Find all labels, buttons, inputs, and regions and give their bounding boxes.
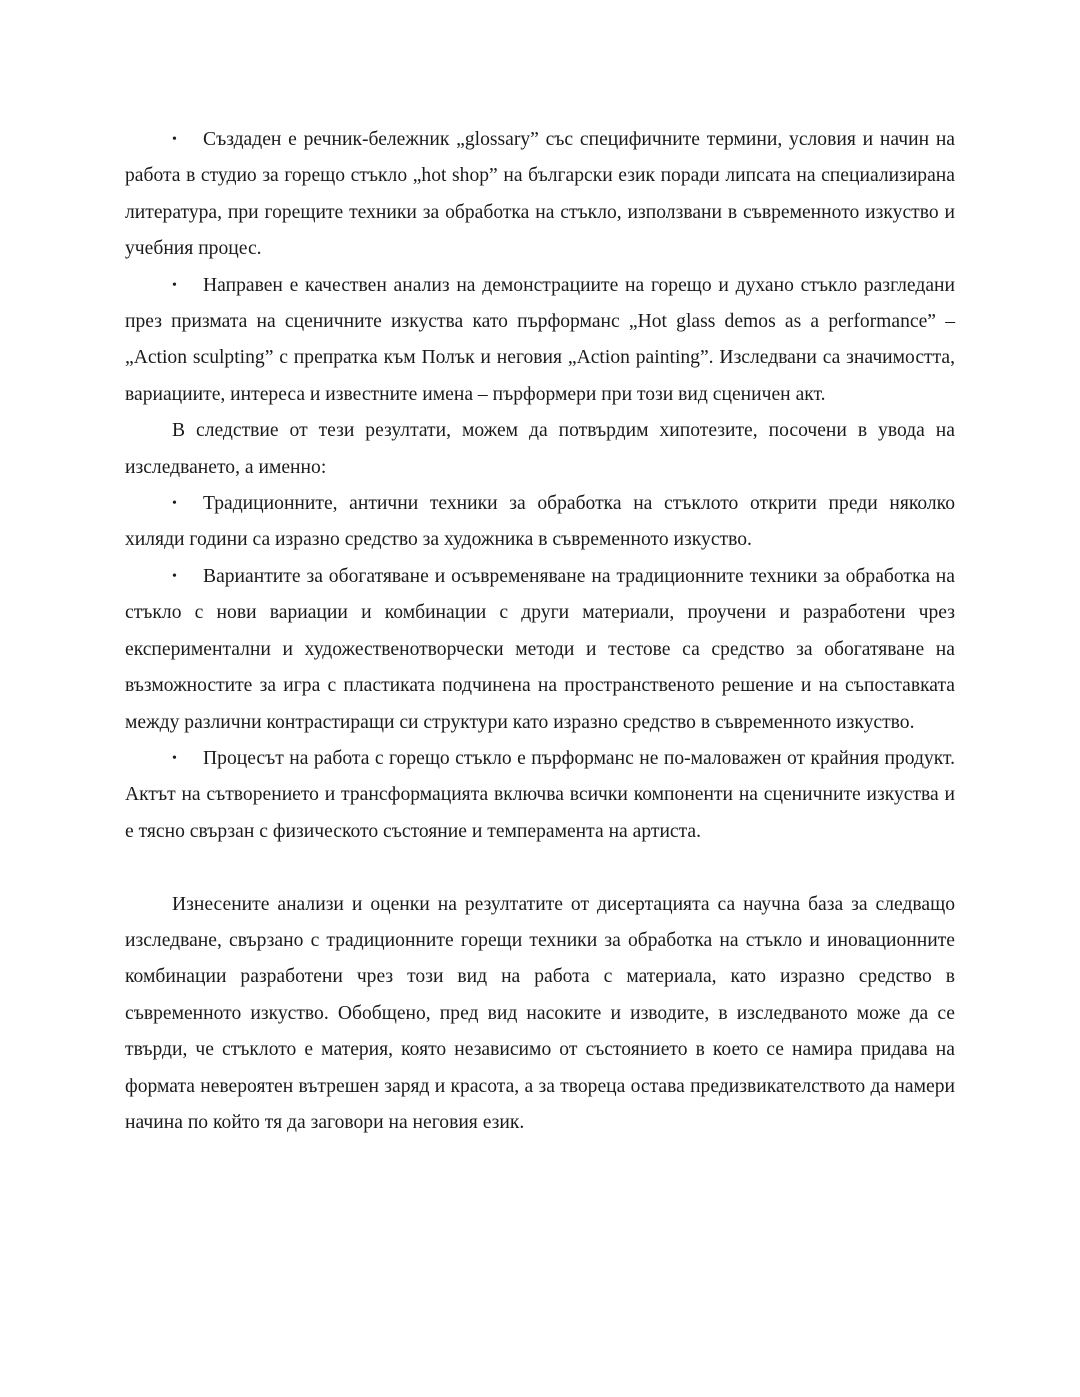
bullet-text: Направен е качествен анализ на демонстрациите на горещо и духано стъкло разгледани през призмата на сценичните изкуства като пърформанс „Hot glass demos as a performance” – „Action sculpting” с препратка към Полък и неговия „Action painting”. Изследвани са значимостта, вариациите, интереса и известните имена – пърформери при този вид сценичен акт. [125, 274, 955, 405]
bullet-icon: • [172, 568, 177, 584]
bullet-text: Вариантите за обогатяване и осъвременяване на традиционните техники за обработка на стъкло с нови вариации и комбинации с други материали, проучени и разработени чрез експериментални и художественотворчески методи и тестове са средство за обогатяване на възможностите за игра с пластиката подчинена на пространственото решение и на съпоставката между различни контрастиращи си структури като изразно средство в съвременното изкуство. [125, 565, 955, 733]
bullet-item-variants [125, 559, 955, 741]
bullet-text: Създаден е речник-бележник „glossary” със специфичните термини, условия и начин на работа в студио за горещо стъкло „hot shop” на български език поради липсата на специализирана литература, при горещите техники за обработка на стъкло, използвани в съвременното изкуство и учебния процес. [125, 129, 955, 260]
bullet-item-process [125, 741, 955, 850]
bullet-icon: • [172, 277, 177, 293]
bullet-item-glossary [125, 122, 955, 268]
bullet-item-traditional [125, 486, 955, 559]
bullet-icon: • [172, 750, 177, 766]
bullet-text: Традиционните, антични техники за обработка на стъклото открити преди няколко хиляди години са изразно средство за художника в съвременното изкуство. [125, 493, 955, 551]
bullet-icon: • [172, 496, 177, 512]
bullet-text: Процесът на работа с горещо стъкло е пърформанс не по-маловажен от крайния продукт. Актът на сътворението и трансформацията включва всички компоненти на сценичните изкуства и е тясно свързан с физическото състояние и темперамента на артиста. [125, 747, 955, 842]
bullet-item-analysis [125, 268, 955, 414]
document-page [125, 122, 955, 1141]
paragraph-spacer [125, 850, 955, 886]
bullet-icon: • [172, 132, 177, 147]
paragraph-intro: В следствие от тези резултати, можем да потвърдим хипотезите, посочени в увода на изследването, а именно: [125, 420, 955, 478]
paragraph-conclusion: Изнесените анализи и оценки на резултатите от дисертацията са научна база за следващо изследване, свързано с традиционните горещи техники за обработка на стъкло и иновационните комбинации разработени чрез този вид на работа с материала, като изразно средство в съвременното изкуство. Обобщено, пред вид насоките и изводите, в изследваното може да се твърди, че стъклото е материя, която независимо от състоянието в което се намира придава на формата невероятен вътрешен заряд и красота, а за твореца остава предизвикателството да намери начина по който тя да заговори на неговия език. [125, 893, 955, 1133]
